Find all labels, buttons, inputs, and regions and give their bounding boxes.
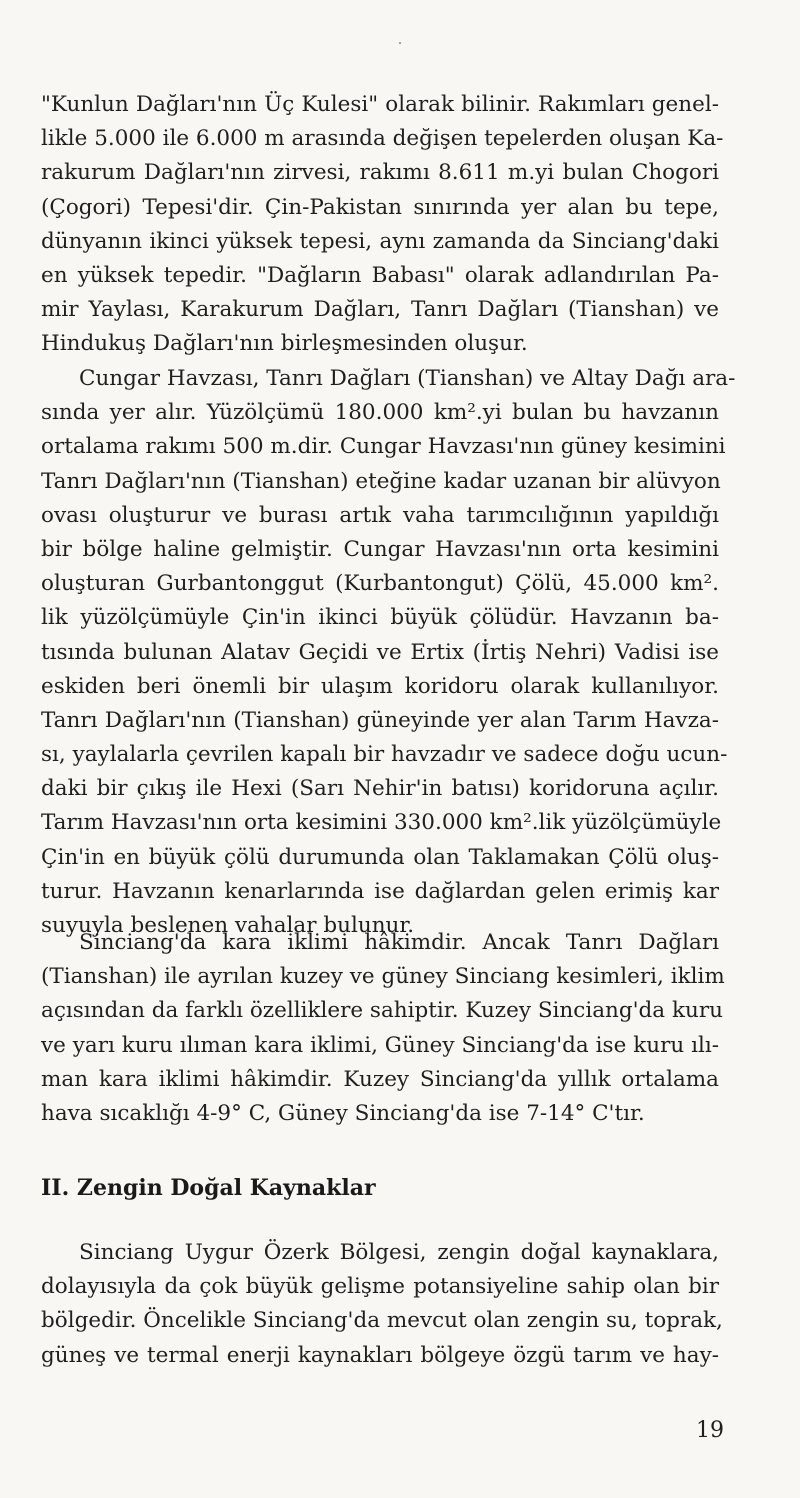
text-line: man kara iklimi hâkimdir. Kuzey Sinciang'da yıllık ortalama bbox=[41, 1066, 719, 1092]
text-line: mir Yaylası, Karakurum Dağları, Tanrı Dağları (Tianshan) ve bbox=[41, 297, 719, 323]
text-line: dünyanın ikinci yüksek tepesi, aynı zamanda da Sinciang'daki bbox=[41, 228, 719, 254]
text-line: Sinciang'da kara iklimi hâkimdir. Ancak Tanrı Dağları bbox=[79, 930, 719, 955]
paper-speck bbox=[399, 42, 401, 44]
paragraph-mountains bbox=[41, 88, 724, 362]
text-line: Cungar Havzası, Tanrı Dağları (Tianshan) ve Altay Dağı ara- bbox=[79, 366, 736, 391]
text-line: suyuyla beslenen vahalar bulunur. bbox=[41, 913, 415, 938]
section-heading: II. Zengin Doğal Kaynaklar bbox=[41, 1175, 376, 1201]
paragraph-climate bbox=[41, 926, 725, 1131]
text-line: Tarım Havzası'nın orta kesimini 330.000 km².lik yüzölçümüyle bbox=[41, 810, 722, 836]
text-line: (Çogori) Tepesi'dir. Çin-Pakistan sınırında yer alan bu tepe, bbox=[41, 194, 719, 220]
text-line: Hindukuş Dağları'nın birleşmesinden oluşur. bbox=[41, 331, 528, 357]
text-line: eskiden beri önemli bir ulaşım koridoru olarak kullanılıyor. bbox=[41, 673, 719, 699]
text-line: daki bir çıkış ile Hexi (Sarı Nehir'in batısı) koridoruna açılır. bbox=[41, 776, 719, 802]
text-line: turur. Havzanın kenarlarında ise dağlardan gelen erimiş kar bbox=[41, 878, 719, 904]
text-line: en yüksek tepedir. "Dağların Babası" olarak adlandırılan Pa- bbox=[41, 262, 719, 288]
text-line: bölgedir. Öncelikle Sinciang'da mevcut olan zengin su, toprak, bbox=[41, 1308, 723, 1334]
text-line: ve yarı kuru ılıman kara iklimi, Güney Sinciang'da ise kuru ılı- bbox=[41, 1032, 719, 1058]
text-line: (Tianshan) ile ayrılan kuzey ve güney Sinciang kesimleri, iklim bbox=[41, 964, 725, 990]
text-line: Tanrı Dağları'nın (Tianshan) güneyinde yer alan Tarım Havza- bbox=[41, 707, 719, 733]
paragraph-basins bbox=[41, 362, 736, 943]
text-line: ortalama rakımı 500 m.dir. Cungar Havzası'nın güney kesimini bbox=[41, 434, 726, 460]
text-line: dolayısıyla da çok büyük gelişme potansiyeline sahip olan bir bbox=[41, 1274, 719, 1300]
text-line: güneş ve termal enerji kaynakları bölgeye özgü tarım ve hay- bbox=[41, 1342, 719, 1368]
text-line: sı, yaylalarla çevrilen kapalı bir havzadır ve sadece doğu ucun- bbox=[41, 742, 728, 768]
text-line: "Kunlun Dağları'nın Üç Kulesi" olarak bilinir. Rakımları genel- bbox=[41, 92, 719, 117]
text-line: hava sıcaklığı 4-9° C, Güney Sinciang'da ise 7-14° C'tır. bbox=[41, 1100, 645, 1126]
text-line: sında yer alır. Yüzölçümü 180.000 km².yi bulan bu havzanın bbox=[41, 400, 719, 426]
text-line: oluşturan Gurbantonggut (Kurbantongut) Çölü, 45.000 km². bbox=[41, 571, 719, 597]
text-line: likle 5.000 ile 6.000 m arasında değişen tepelerden oluşan Ka- bbox=[41, 126, 724, 152]
text-line: Sinciang Uygur Özerk Bölgesi, zengin doğal kaynaklara, bbox=[79, 1240, 719, 1265]
text-line: lik yüzölçümüyle Çin'in ikinci büyük çölüdür. Havzanın ba- bbox=[41, 605, 719, 631]
text-line: Çin'in en büyük çölü durumunda olan Taklamakan Çölü oluş- bbox=[41, 844, 719, 870]
paragraph-resources bbox=[41, 1236, 723, 1373]
text-line: açısından da farklı özelliklere sahiptir. Kuzey Sinciang'da kuru bbox=[41, 998, 723, 1024]
text-line: tısında bulunan Alatav Geçidi ve Ertix (İrtiş Nehri) Vadisi ise bbox=[41, 639, 719, 665]
page-number: 19 bbox=[696, 1418, 724, 1443]
text-line: ovası oluşturur ve burası artık vaha tarımcılığının yapıldığı bbox=[41, 502, 719, 528]
text-line: bir bölge haline gelmiştir. Cungar Havzası'nın orta kesimini bbox=[41, 536, 719, 562]
text-line: Tanrı Dağları'nın (Tianshan) eteğine kadar uzanan bir alüvyon bbox=[41, 468, 721, 494]
text-line: rakurum Dağları'nın zirvesi, rakımı 8.611 m.yi bulan Chogori bbox=[41, 160, 719, 186]
